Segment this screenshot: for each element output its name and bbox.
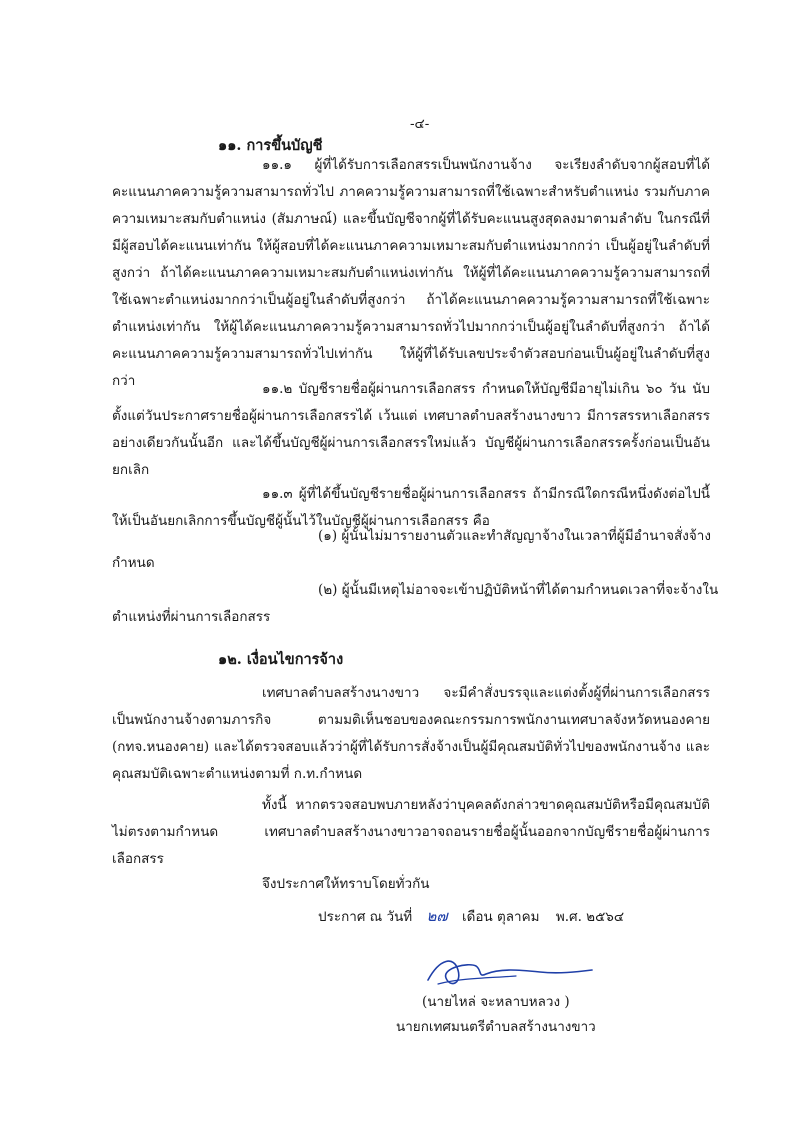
section-11-3-text: ๑๑.๓ ผู้ที่ได้ขึ้นบัญชีรายชื่อผู้ผ่านการเลือกสรร ถ้ามีกรณีใดกรณีหนึ่งดังต่อไปนี้ให้เป็นอันยกเลิกการขึ้นบัญชีผู้นั้นไว้ในบัญชีผู้ผ่านการเลือกสรร คือ: [112, 486, 710, 529]
signer-title: นายกเทศมนตรีตำบลสร้างนางขาว: [396, 1019, 596, 1035]
announce-line: จึงประกาศให้ทราบโดยทั่วกัน: [262, 876, 430, 892]
section-11-1-text: ๑๑.๑ ผู้ที่ได้รับการเลือกสรรเป็นพนักงานจ้าง จะเรียงลำดับจากผู้สอบที่ได้คะแนนภาคความรู้ความสามารถทั่วไป ภาคความรู้ความสามารถที่ใช้เฉพาะสำหรับตำแหน่ง รวมกับภาคความเหมาะสมกับตำแหน่ง (สัมภาษณ์) และขึ้นบัญชีจากผู้ที่ได้รับคะแนนสูงสุดลงมาตามลำดับ ในกรณีที่มีผู้สอบได้คะแนนเท่ากัน ให้ผู้สอบที่ได้คะแนนภาคความเหมาะสมกับตำแหน่งมากกว่า เป็นผู้อยู่ในลำดับที่สูงกว่า ถ้าได้คะแนนภาคความเหมาะสมกับตำแหน่งเท่ากัน ให้ผู้ที่ได้คะแนนภาคความรู้ความสามารถที่ใช้เฉพาะตำแหน่งมากกว่าเป็นผู้อยู่ในลำดับที่สูงกว่า ถ้าได้คะแนนภาคความรู้ความสามารถที่ใช้เฉพาะตำแหน่งเท่ากัน ให้ผู้ได้คะแนนภาคความรู้ความสามารถทั่วไปมากกว่าเป็นผู้อยู่ในลำดับที่สูงกว่า ถ้าได้คะแนนภาคความรู้ความสามารถทั่วไปเท่ากัน ให้ผู้ที่ได้รับเลขประจำตัวสอบก่อนเป็นผู้อยู่ในลำดับที่สูงกว่า: [112, 157, 710, 389]
item-2-line1: (๒) ผู้นั้นมีเหตุไม่อาจจะเข้าปฏิบัติหน้าที่ได้ตามกำหนดเวลาที่จะจ้างใน: [318, 582, 719, 598]
date-year: พ.ศ. ๒๕๖๔: [555, 909, 625, 925]
date-line: [318, 904, 624, 928]
section-11-2-text: ๑๑.๒ บัญชีรายชื่อผู้ผ่านการเลือกสรร กำหนดให้บัญชีมีอายุไม่เกิน ๖๐ วัน นับตั้งแต่วันประกาศรายชื่อผู้ผ่านการเลือกสรรได้ เว้นแต่ เทศบาลตำบลสร้างนางขาว มีการสรรหาเลือกสรรอย่างเดียวกันนั้นอีก และได้ขึ้นบัญชีผู้ผ่านการเลือกสรรใหม่แล้ว บัญชีผู้ผ่านการเลือกสรรครั้งก่อนเป็นอันยกเลิก: [112, 381, 710, 478]
date-day-handwritten: ๒๗: [426, 907, 448, 925]
section-12-1-text: เทศบาลตำบลสร้างนางขาว จะมีคำสั่งบรรจุและแต่งตั้งผู้ที่ผ่านการเลือกสรรเป็นพนักงานจ้างตามภารกิจ ตามมติเห็นชอบของคณะกรรมการพนักงานเทศบาลจังหวัดหนองคาย (กทจ.หนองคาย) และได้ตรวจสอบแล้วว่าผู้ที่ได้รับการสั่งจ้างเป็นผู้มีคุณสมบัติทั่วไปของพนักงานจ้าง และคุณสมบัติเฉพาะตำแหน่งตามที่ ก.ท.กำหนด: [112, 685, 710, 782]
section-12-1-paragraph: [112, 680, 710, 788]
item-1-line2: กำหนด: [112, 555, 155, 571]
section-12-heading: ๑๒. เงื่อนไขการจ้าง: [218, 651, 344, 668]
date-month: เดือน ตุลาคม: [461, 909, 540, 925]
date-prefix: ประกาศ ณ วันที่: [318, 909, 413, 925]
section-11-2-paragraph: [112, 376, 710, 484]
section-11-1-paragraph: [112, 152, 710, 395]
item-1-line1: (๑) ผู้นั้นไม่มารายงานตัวและทำสัญญาจ้างในเวลาที่ผู้มีอำนาจสั่งจ้าง: [318, 528, 711, 544]
page-number: -๔-: [410, 116, 430, 132]
section-11-heading: ๑๑. การขึ้นบัญชี: [218, 137, 323, 154]
signer-name: (นายไหล่ จะหลาบหลวง ): [422, 994, 570, 1010]
item-2-line2: ตำแหน่งที่ผ่านการเลือกสรร: [112, 609, 271, 625]
section-12-2-text: ทั้งนี้ หากตรวจสอบพบภายหลังว่าบุคคลดังกล่าวขาดคุณสมบัติหรือมีคุณสมบัติไม่ตรงตามกำหนด เทศบาลตำบลสร้างนางขาวอาจถอนรายชื่อผู้นั้นออกจากบัญชีรายชื่อผู้ผ่านการเลือกสรร: [112, 797, 710, 867]
section-12-2-paragraph: [112, 792, 710, 873]
